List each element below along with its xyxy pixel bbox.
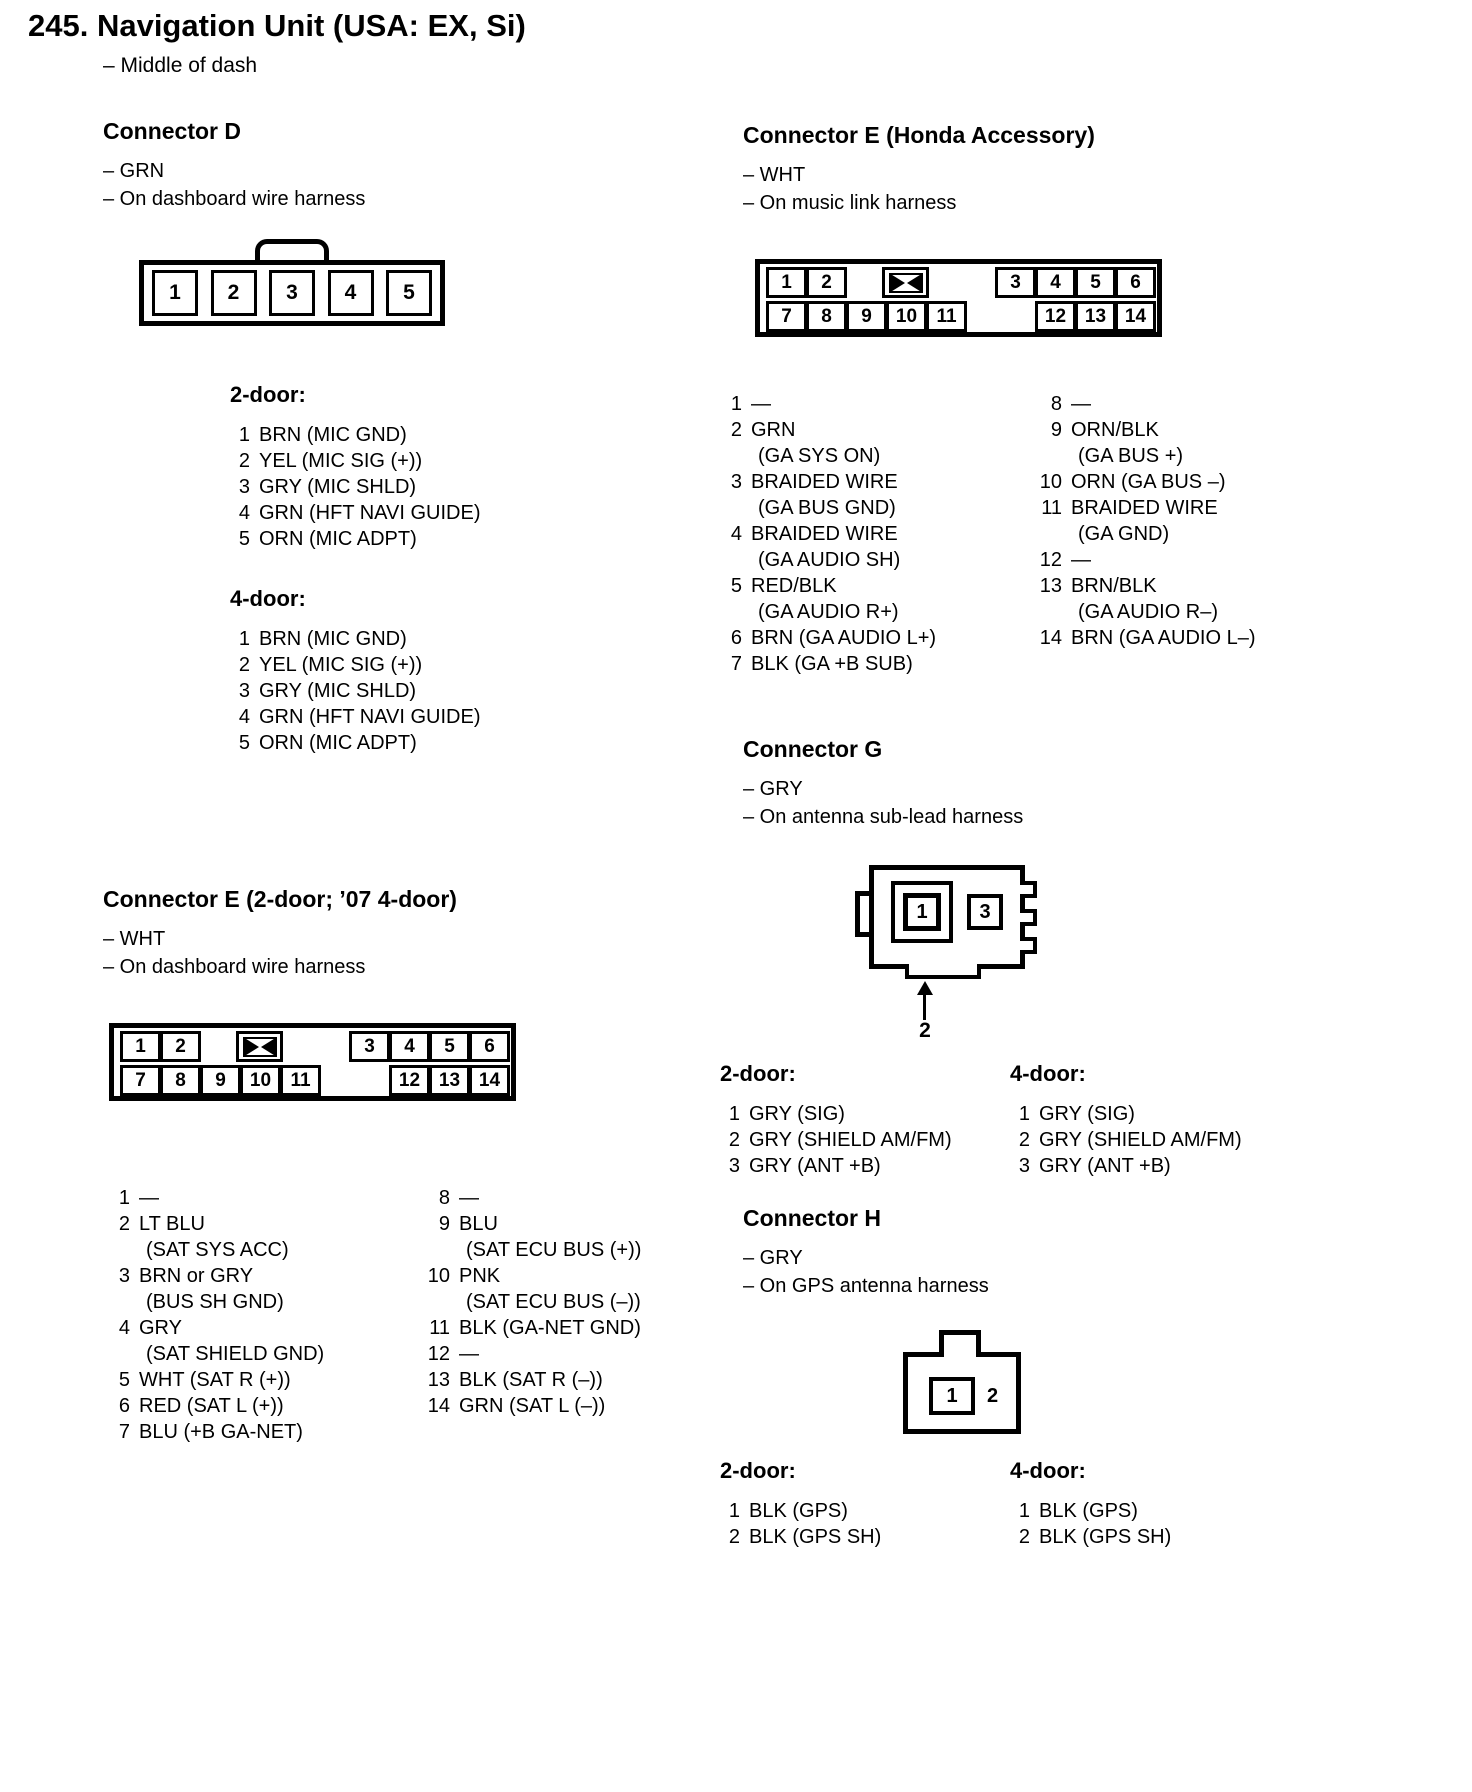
connector-h-diagram <box>903 1330 1033 1438</box>
keyway-icon <box>882 267 929 298</box>
pin-label: PNK <box>459 1265 501 1287</box>
pin-label: — <box>459 1343 479 1365</box>
pin-number: 8 <box>438 1187 450 1209</box>
pin-label: BRN (MIC GND) <box>259 424 407 446</box>
pin-row <box>230 526 623 552</box>
pin-label: BRN or GRY <box>139 1265 254 1287</box>
connector-d-4door-group <box>230 586 623 756</box>
pin-label: YEL (MIC SIG (+)) <box>259 654 423 676</box>
connector-e-acc-diagram <box>755 259 1162 337</box>
cavity-5: 5 <box>1075 267 1116 298</box>
pin-number: 11 <box>1041 497 1062 519</box>
pin-label: WHT (SAT R (+)) <box>139 1369 291 1391</box>
pin-row <box>1035 573 1285 625</box>
pin-number: 2 <box>730 419 742 441</box>
pin-label-line2: (GA BUS +) <box>1078 445 1184 467</box>
connector-h-pin-2-label: 2 <box>987 1385 999 1407</box>
pin-label: ORN (MIC ADPT) <box>259 732 417 754</box>
pin-row <box>715 625 1035 651</box>
connector-e-acc-note-color: – WHT <box>743 164 806 186</box>
pin-number: 10 <box>427 1265 450 1287</box>
pin-number: 10 <box>1039 471 1062 493</box>
pin-label: BLK (SAT R (–)) <box>459 1369 603 1391</box>
pin-number: 11 <box>429 1317 450 1339</box>
pin-label: BLU (+B GA-NET) <box>139 1421 303 1443</box>
group-label-2door: 2-door: <box>230 382 306 407</box>
pin-row <box>423 1211 673 1263</box>
pin-number: 3 <box>1018 1155 1030 1177</box>
cavity-7: 7 <box>120 1065 161 1096</box>
pin-row <box>103 1393 423 1419</box>
pin-label: GRY <box>139 1317 182 1339</box>
pin-number: 4 <box>238 706 250 728</box>
connector-g-diagram <box>853 857 1053 1041</box>
pin-number: 4 <box>238 502 250 524</box>
connector-g-note-color: – GRY <box>743 778 803 800</box>
connector-g-title: Connector G <box>743 736 883 762</box>
pin-label: ORN (GA BUS –) <box>1071 471 1226 493</box>
connector-d-title: Connector D <box>103 118 241 144</box>
pin-number: 2 <box>1018 1129 1030 1151</box>
connector-e-2door-diagram <box>109 1023 516 1101</box>
connector-h-4door-group <box>1010 1458 1280 1550</box>
page-title: 245. Navigation Unit (USA: EX, Si) <box>28 8 526 43</box>
pin-number: 1 <box>238 424 250 446</box>
pin-row <box>1035 495 1285 547</box>
pin-number: 6 <box>730 627 742 649</box>
connector-d-diagram <box>139 239 445 326</box>
pin-list <box>230 626 623 756</box>
pin-row <box>230 652 623 678</box>
pin-list <box>720 1498 990 1550</box>
connector-e-acc-pinout <box>715 391 1295 677</box>
pin-list <box>230 422 623 552</box>
cavity-7: 7 <box>766 301 807 332</box>
cavity-11: 11 <box>926 301 967 332</box>
pin-label: GRN (HFT NAVI GUIDE) <box>259 706 481 728</box>
pin-number: 4 <box>730 523 742 545</box>
connector-g-4door-group <box>1010 1061 1280 1179</box>
cavity-14: 14 <box>1115 301 1156 332</box>
pin-number: 3 <box>728 1155 740 1177</box>
connector-d-note-color: – GRN <box>103 160 165 182</box>
section-connector-d <box>103 118 623 756</box>
connector-g-bottom-tab <box>905 964 981 979</box>
pin-label-line2: (GA AUDIO SH) <box>758 549 901 571</box>
connector-h-title: Connector H <box>743 1205 881 1231</box>
pin-number: 5 <box>118 1369 130 1391</box>
pin-list-left <box>715 391 1035 677</box>
cavity-10: 10 <box>240 1065 281 1096</box>
pin-row <box>715 469 1035 521</box>
section-connector-e-accessory <box>715 122 1295 677</box>
pin-row <box>1010 1101 1280 1127</box>
pin2-arrow-icon <box>917 981 933 995</box>
pin-label-line2: (SAT SYS ACC) <box>146 1239 289 1261</box>
pin-row <box>720 1498 990 1524</box>
pin-row <box>715 651 1035 677</box>
pin-number: 5 <box>730 575 742 597</box>
pin-label: GRY (ANT +B) <box>749 1155 881 1177</box>
pin-number: 7 <box>730 653 742 675</box>
pin-row <box>423 1185 673 1211</box>
cavity-13: 13 <box>1075 301 1116 332</box>
cavity-4: 4 <box>389 1031 430 1062</box>
pin-label: GRY (ANT +B) <box>1039 1155 1171 1177</box>
cavity-4: 4 <box>1035 267 1076 298</box>
pin-number: 12 <box>1039 549 1062 571</box>
pin-label: RED/BLK <box>751 575 837 597</box>
pin-row <box>103 1367 423 1393</box>
pin-number: 9 <box>1050 419 1062 441</box>
connector-g-lock-tooth <box>1020 909 1037 926</box>
pin-list <box>1010 1101 1280 1179</box>
pin-number: 2 <box>238 654 250 676</box>
pin-row <box>1035 625 1285 651</box>
connector-latch-icon <box>255 239 329 265</box>
connector-d-note-harness: – On dashboard wire harness <box>103 188 366 210</box>
pin-row <box>1035 417 1285 469</box>
pin-label: GRY (SHIELD AM/FM) <box>749 1129 952 1151</box>
pin-number: 1 <box>118 1187 130 1209</box>
cavity-3: 3 <box>349 1031 390 1062</box>
connector-e-2door-note-harness: – On dashboard wire harness <box>103 956 366 978</box>
cavity-2: 2 <box>806 267 847 298</box>
pin-label-line2: (GA AUDIO R+) <box>758 601 899 623</box>
cavity-14: 14 <box>469 1065 510 1096</box>
pin-label: BLK (GPS SH) <box>749 1526 882 1548</box>
pin-number: 1 <box>238 628 250 650</box>
connector-d-pin-3: 3 <box>269 270 315 316</box>
pin-row <box>103 1263 423 1315</box>
section-connector-g <box>715 736 1295 1201</box>
pin-row <box>423 1341 673 1367</box>
pin-list-left <box>103 1185 423 1445</box>
pin-number: 1 <box>1018 1103 1030 1125</box>
pin-label: GRN (SAT L (–)) <box>459 1395 606 1417</box>
pin-label: BLK (GA-NET GND) <box>459 1317 641 1339</box>
pin-row <box>230 678 623 704</box>
connector-h-2door-group <box>720 1458 990 1550</box>
pin-label: BLK (GA +B SUB) <box>751 653 913 675</box>
pin-label: BLK (GPS) <box>749 1500 848 1522</box>
pin-number: 3 <box>730 471 742 493</box>
pin-row <box>1010 1524 1280 1550</box>
connector-g-pin-2-label: 2 <box>919 1019 931 1042</box>
pin-label: GRY (SIG) <box>749 1103 845 1125</box>
connector-h-pin-1: 1 <box>929 1377 975 1415</box>
connector-e-2door-note-color: – WHT <box>103 928 166 950</box>
pin-row <box>1035 469 1285 495</box>
pin-label: — <box>139 1187 159 1209</box>
pin-number: 1 <box>1018 1500 1030 1522</box>
cavity-8: 8 <box>160 1065 201 1096</box>
pin-number: 4 <box>118 1317 130 1339</box>
pin-label: BRN (GA AUDIO L–) <box>1071 627 1256 649</box>
connector-e-2door-pinout <box>103 1185 683 1445</box>
pin-row <box>103 1185 423 1211</box>
pin-number: 2 <box>118 1213 130 1235</box>
pin-number: 1 <box>728 1103 740 1125</box>
keyway-icon <box>236 1031 283 1062</box>
page-subtitle: – Middle of dash <box>103 54 258 77</box>
cavity-1: 1 <box>120 1031 161 1062</box>
pin-row <box>423 1393 673 1419</box>
pin-label: ORN (MIC ADPT) <box>259 528 417 550</box>
pin-label: BRAIDED WIRE <box>751 471 898 493</box>
pin-label: GRN (HFT NAVI GUIDE) <box>259 502 481 524</box>
pin2-arrow-line <box>923 994 926 1020</box>
connector-g-pin-1: 1 <box>903 893 941 931</box>
connector-h-note-harness: – On GPS antenna harness <box>743 1275 989 1297</box>
pin-label: BLK (GPS) <box>1039 1500 1138 1522</box>
connector-d-pin-4: 4 <box>328 270 374 316</box>
pin-label: GRY (MIC SHLD) <box>259 476 417 498</box>
pin-row <box>715 417 1035 469</box>
pin-label: GRN <box>751 419 796 441</box>
cavity-12: 12 <box>1035 301 1076 332</box>
pin-row <box>1035 391 1285 417</box>
pin-row <box>230 422 623 448</box>
section-connector-e-2door <box>103 886 683 1445</box>
pin-row <box>720 1153 990 1179</box>
pin-row <box>230 448 623 474</box>
pin-row <box>720 1101 990 1127</box>
pin-label: BLU <box>459 1213 498 1235</box>
pin-number: 1 <box>730 393 742 415</box>
pin-label: ORN/BLK <box>1071 419 1159 441</box>
connector-g-lock-tooth <box>1020 937 1037 954</box>
cavity-3: 3 <box>995 267 1036 298</box>
pin-number: 14 <box>1039 627 1062 649</box>
connector-e-acc-title: Connector E (Honda Accessory) <box>743 122 1095 148</box>
pin-label: — <box>459 1187 479 1209</box>
pin-label: — <box>1071 549 1091 571</box>
pin-number: 8 <box>1050 393 1062 415</box>
group-label-2door: 2-door: <box>720 1458 796 1483</box>
pin-label: GRY (SIG) <box>1039 1103 1135 1125</box>
pin-number: 7 <box>118 1421 130 1443</box>
cavity-9: 9 <box>846 301 887 332</box>
group-label-4door: 4-door: <box>1010 1458 1086 1483</box>
pin-label-line2: (BUS SH GND) <box>146 1291 284 1313</box>
connector-g-pin-3: 3 <box>967 894 1003 930</box>
connector-d-pin-1: 1 <box>152 270 198 316</box>
pin-number: 3 <box>118 1265 130 1287</box>
connector-h-top-tab <box>939 1330 981 1357</box>
pin-row <box>720 1127 990 1153</box>
pin-row <box>715 573 1035 625</box>
cavity-9: 9 <box>200 1065 241 1096</box>
connector-e-acc-note-harness: – On music link harness <box>743 192 957 214</box>
connector-g-pinout <box>715 1061 1295 1201</box>
pin-row <box>423 1367 673 1393</box>
pin-label: — <box>1071 393 1091 415</box>
pin-row <box>423 1263 673 1315</box>
pin-label: — <box>751 393 771 415</box>
pin-number: 6 <box>118 1395 130 1417</box>
connector-d-pin-5: 5 <box>386 270 432 316</box>
pin-label: BLK (GPS SH) <box>1039 1526 1172 1548</box>
pin-row <box>230 500 623 526</box>
pin-number: 2 <box>728 1526 740 1548</box>
cavity-5: 5 <box>429 1031 470 1062</box>
cavity-13: 13 <box>429 1065 470 1096</box>
pin-row <box>230 704 623 730</box>
cavity-6: 6 <box>469 1031 510 1062</box>
pin-label-line2: (SAT ECU BUS (–)) <box>466 1291 641 1313</box>
connector-g-note-harness: – On antenna sub-lead harness <box>743 806 1024 828</box>
connector-g-2door-group <box>720 1061 990 1179</box>
pin-list <box>720 1101 990 1179</box>
connector-e-2door-title: Connector E (2-door; ’07 4-door) <box>103 886 457 912</box>
pin-label-line2: (GA GND) <box>1078 523 1170 545</box>
pin-label: BRN/BLK <box>1071 575 1157 597</box>
pin-row <box>103 1211 423 1263</box>
pin-label-line2: (GA AUDIO R–) <box>1078 601 1219 623</box>
cavity-2: 2 <box>160 1031 201 1062</box>
connector-d-pin-2: 2 <box>211 270 257 316</box>
pin-row <box>103 1315 423 1367</box>
connector-d-housing <box>139 260 445 326</box>
pin-number: 13 <box>1039 575 1062 597</box>
cavity-12: 12 <box>389 1065 430 1096</box>
pin-label: GRY (MIC SHLD) <box>259 680 417 702</box>
pin-number: 14 <box>427 1395 450 1417</box>
pin-number: 9 <box>438 1213 450 1235</box>
pin-row <box>715 391 1035 417</box>
pin-row <box>1010 1127 1280 1153</box>
pin-number: 2 <box>1018 1526 1030 1548</box>
pin-label-line2: (GA SYS ON) <box>758 445 881 467</box>
pin-label: YEL (MIC SIG (+)) <box>259 450 423 472</box>
connector-h-note-color: – GRY <box>743 1247 803 1269</box>
pin-label-line2: (SAT SHIELD GND) <box>146 1343 325 1365</box>
pin-label-line2: (SAT ECU BUS (+)) <box>466 1239 642 1261</box>
pin-label: BRN (MIC GND) <box>259 628 407 650</box>
pin-label: BRAIDED WIRE <box>1071 497 1218 519</box>
pin-list <box>1010 1498 1280 1550</box>
pin-number: 5 <box>238 732 250 754</box>
pin-list-right <box>423 1185 673 1445</box>
group-label-4door: 4-door: <box>1010 1061 1086 1086</box>
cavity-1: 1 <box>766 267 807 298</box>
group-label-4door: 4-door: <box>230 586 306 611</box>
pin-number: 3 <box>238 680 250 702</box>
connector-g-lock-tooth <box>1020 881 1037 898</box>
pin-number: 2 <box>728 1129 740 1151</box>
pin-label: RED (SAT L (+)) <box>139 1395 284 1417</box>
pin-number: 2 <box>238 450 250 472</box>
cavity-11: 11 <box>280 1065 321 1096</box>
pin-row <box>230 474 623 500</box>
pin-list-right <box>1035 391 1285 677</box>
pin-row <box>720 1524 990 1550</box>
pin-label: GRY (SHIELD AM/FM) <box>1039 1129 1242 1151</box>
connector-d-2door-group <box>230 382 623 552</box>
group-label-2door: 2-door: <box>720 1061 796 1086</box>
pin-row <box>230 730 623 756</box>
pin-row <box>230 626 623 652</box>
pin-row <box>1010 1498 1280 1524</box>
pin-row <box>1010 1153 1280 1179</box>
pin-row <box>1035 547 1285 573</box>
pin-row <box>423 1315 673 1341</box>
cavity-6: 6 <box>1115 267 1156 298</box>
section-connector-h <box>715 1205 1295 1578</box>
pin-label: BRAIDED WIRE <box>751 523 898 545</box>
pin-row <box>715 521 1035 573</box>
pin-label-line2: (GA BUS GND) <box>758 497 896 519</box>
pin-number: 1 <box>728 1500 740 1522</box>
connector-h-pinout <box>715 1458 1295 1578</box>
pin-number: 12 <box>427 1343 450 1365</box>
pin-label: LT BLU <box>139 1213 205 1235</box>
pin-row <box>103 1419 423 1445</box>
pin-number: 3 <box>238 476 250 498</box>
pin-number: 13 <box>427 1369 450 1391</box>
pin-label: BRN (GA AUDIO L+) <box>751 627 937 649</box>
cavity-10: 10 <box>886 301 927 332</box>
pin-number: 5 <box>238 528 250 550</box>
cavity-8: 8 <box>806 301 847 332</box>
